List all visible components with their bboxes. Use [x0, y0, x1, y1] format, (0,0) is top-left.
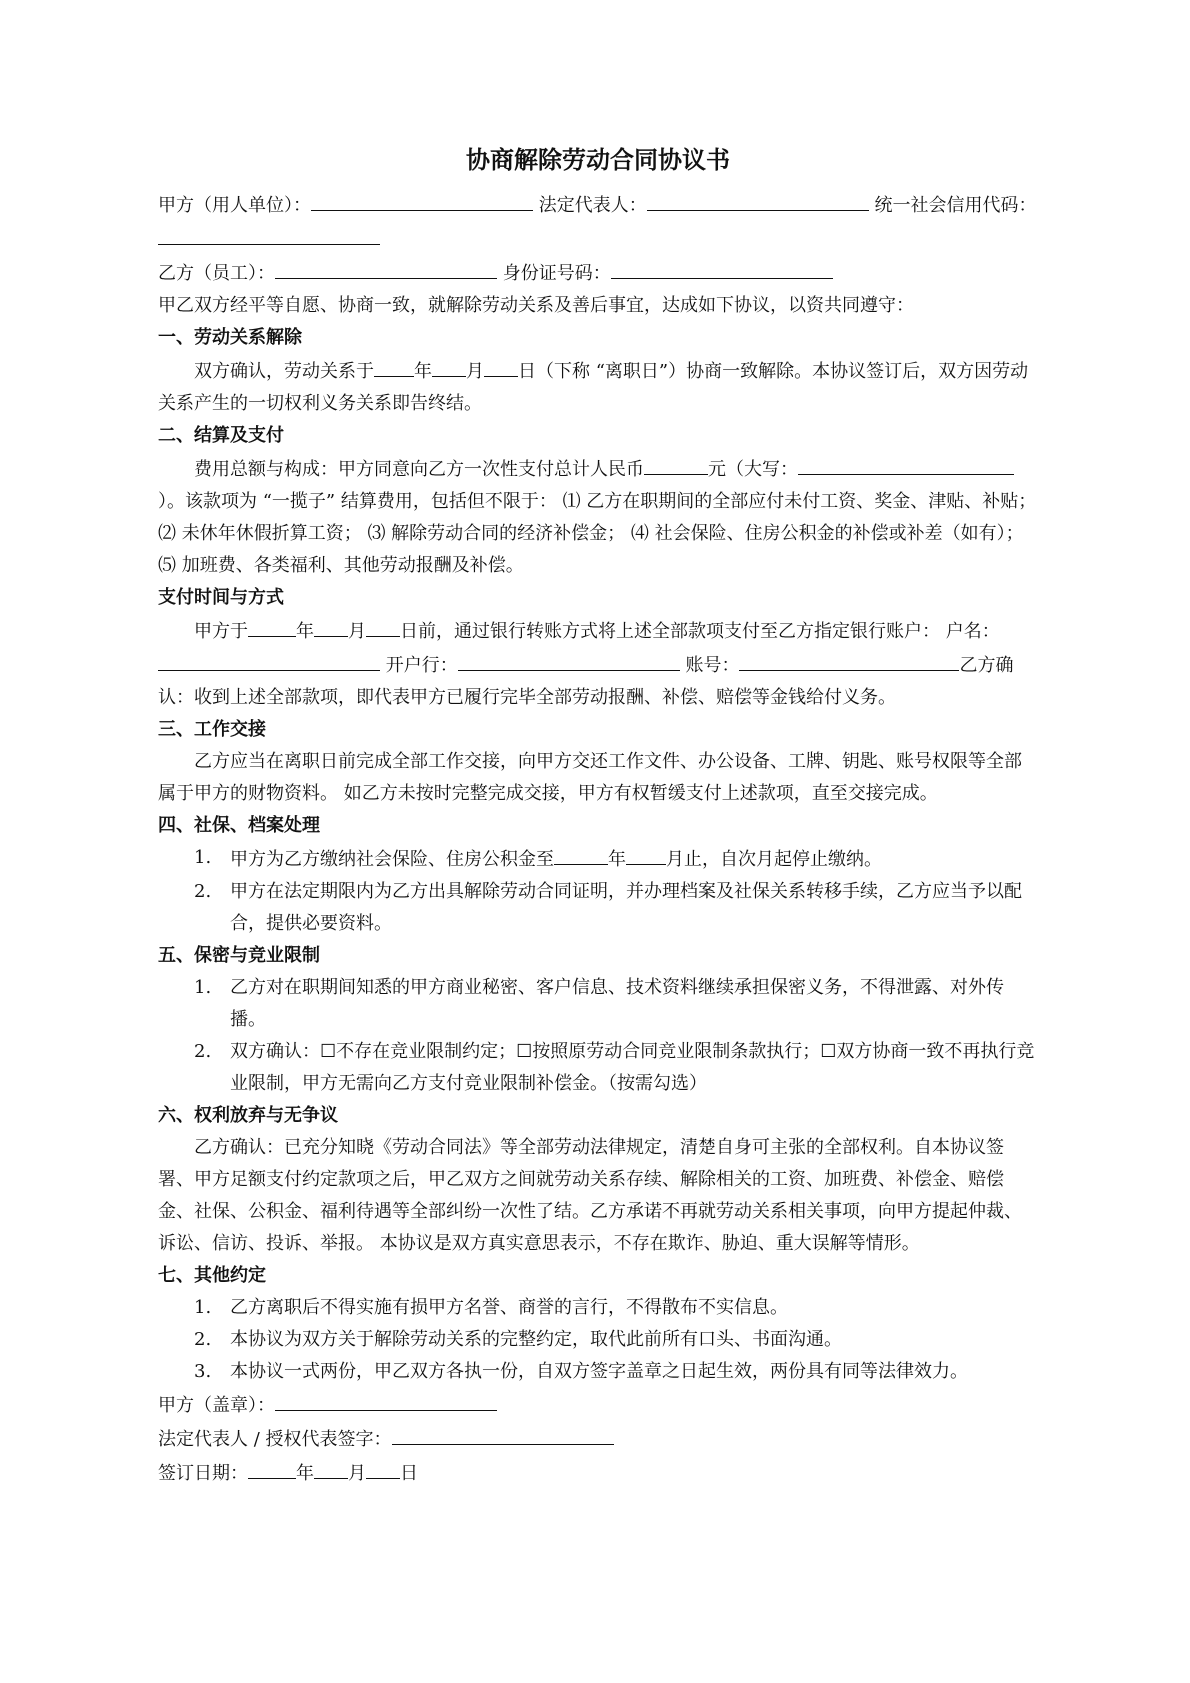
party-b-name-field[interactable] — [275, 256, 497, 279]
amount-uppercase-field-a[interactable] — [798, 452, 948, 475]
rep-sign-label: 法定代表人 / 授权代表签字： — [158, 1429, 392, 1450]
s1-text-b: 日（下称 “离职日”）协商一致解除。本协议签订后，双方因劳动关系产生的一切权利义务关系即告终结。 — [158, 361, 1029, 414]
legal-rep-field[interactable] — [647, 188, 869, 211]
list-number: 1. — [194, 847, 212, 868]
section-4-heading: 四、社保、档案处理 — [158, 815, 320, 836]
amount-field[interactable] — [644, 452, 708, 475]
insurance-year-field[interactable] — [554, 842, 608, 865]
list-number: 2. — [194, 1041, 212, 1062]
s5-item2-text[interactable]: 双方确认：☐不存在竞业限制约定；☐按照原劳动合同竞业限制条款执行；☐双方协商一致不再执行竞业限制，甲方无需向乙方支付竞业限制补偿金。（按需勾选） — [230, 1041, 1035, 1094]
account-name-label: 户名： — [945, 621, 1000, 642]
section-3-heading: 三、工作交接 — [158, 719, 266, 740]
list-item — [158, 1292, 1038, 1324]
list-number: 1. — [194, 1297, 212, 1318]
list-number: 2. — [194, 881, 212, 902]
account-number-label: 账号： — [685, 655, 740, 676]
s4-item2-text: 甲方在法定期限内为乙方出具解除劳动合同证明，并办理档案及社保关系转移手续，乙方应当予以配合，提供必要资料。 — [230, 881, 1022, 934]
section-4-list — [158, 842, 1038, 940]
party-b-label: 乙方（员工）： — [158, 263, 275, 284]
payment-paragraph — [158, 614, 1038, 714]
bank-field[interactable] — [458, 648, 680, 671]
account-number-field-a[interactable] — [739, 648, 849, 671]
s2-text-b: 元（大写： — [708, 459, 798, 480]
s1-text-a: 双方确认，劳动关系于 — [194, 361, 374, 382]
pay-month-unit: 月 — [348, 621, 366, 642]
s7-item2-text: 本协议为双方关于解除劳动关系的完整约定，取代此前所有口头、书面沟通。 — [230, 1329, 842, 1350]
bank-label: 开户行： — [385, 655, 458, 676]
credit-code-label-part2: 会信用代码： — [928, 195, 1037, 216]
section-2-heading: 二、结算及支付 — [158, 425, 284, 446]
list-item — [158, 876, 1038, 940]
section-7-list — [158, 1292, 1038, 1388]
pay-text-b: 日前，通过银行转账方式将上述全部款项支付至乙方指定银行账户： — [400, 621, 940, 642]
s7-item1-text: 乙方离职后不得实施有损甲方名誉、商誉的言行，不得散布不实信息。 — [230, 1297, 788, 1318]
section-6-heading: 六、权利放弃与无争议 — [158, 1105, 338, 1126]
document-title: 协商解除劳动合同协议书 — [466, 146, 730, 174]
list-item — [158, 1356, 1038, 1388]
section-5-heading: 五、保密与竞业限制 — [158, 945, 320, 966]
section-1-paragraph — [158, 354, 1038, 420]
agreement-document — [158, 138, 1038, 1490]
rep-sign-line — [158, 1422, 1038, 1456]
pay-text-c: 乙方确认：收到上述全部款项，即代表甲方已履行完毕全部劳动报酬、补偿、赔偿等金钱给付义务。 — [158, 655, 1014, 708]
party-a-label: 甲方（用人单位）： — [158, 195, 311, 216]
s2-text-a: 费用总额与构成：甲方同意向乙方一次性支付总计人民币 — [194, 459, 644, 480]
s2-text-c: ）。该款项为 “一揽子” 结算费用，包括但不限于： ⑴ 乙方在职期间的全部应付未付工资、奖金、津贴、补贴； ⑵ 未休年休假折算工资； ⑶ 解除劳动合同的经济补偿金； ⑷ 社会保险、住房公积金的补偿或补差（如有）； ⑸ 加班费、各类福利、其他劳动报酬及补偿。 — [158, 491, 1037, 576]
section-7-heading: 七、其他约定 — [158, 1265, 266, 1286]
sign-day-unit: 日 — [400, 1463, 418, 1484]
s4-year-unit: 年 — [608, 849, 626, 870]
list-item — [158, 1324, 1038, 1356]
leave-month-field[interactable] — [432, 354, 466, 377]
list-number: 1. — [194, 977, 212, 998]
rep-sign-field[interactable] — [392, 1422, 614, 1445]
list-number: 2. — [194, 1329, 212, 1350]
amount-uppercase-field-b[interactable] — [948, 452, 1014, 475]
leave-year-field[interactable] — [374, 354, 414, 377]
pay-year-field[interactable] — [248, 614, 296, 637]
party-a-line — [158, 188, 1038, 256]
section-3-paragraph: 乙方应当在离职日前完成全部工作交接，向甲方交还工作文件、办公设备、工牌、钥匙、账号权限等全部属于甲方的财物资料。 如乙方未按时完整完成交接，甲方有权暂缓支付上述款项，直至交接完成。 — [158, 751, 1022, 804]
s1-month-unit: 月 — [466, 361, 484, 382]
section-2-paragraph — [158, 452, 1038, 582]
s7-item3-text: 本协议一式两份，甲乙双方各执一份，自双方签字盖章之日起生效，两份具有同等法律效力。 — [230, 1361, 968, 1382]
pay-text-a: 甲方于 — [194, 621, 248, 642]
party-a-seal-line — [158, 1388, 1038, 1422]
sign-day-field[interactable] — [366, 1456, 400, 1479]
party-a-seal-field[interactable] — [275, 1388, 497, 1411]
sign-year-unit: 年 — [296, 1463, 314, 1484]
intro-paragraph: 甲乙双方经平等自愿、协商一致，就解除劳动关系及善后事宜，达成如下协议，以资共同遵守： — [158, 295, 914, 316]
legal-rep-label: 法定代表人： — [538, 195, 647, 216]
party-b-line — [158, 256, 1038, 290]
sign-date-label: 签订日期： — [158, 1463, 248, 1484]
pay-day-field[interactable] — [366, 614, 400, 637]
id-number-field[interactable] — [611, 256, 833, 279]
party-a-seal-label: 甲方（盖章）： — [158, 1395, 275, 1416]
party-a-name-field[interactable] — [311, 188, 533, 211]
insurance-month-field[interactable] — [626, 842, 666, 865]
s4-item1-text-b: 月止，自次月起停止缴纳。 — [666, 849, 882, 870]
list-item — [158, 1036, 1038, 1100]
pay-year-unit: 年 — [296, 621, 314, 642]
account-number-field-b[interactable] — [849, 648, 959, 671]
account-name-field[interactable] — [158, 648, 380, 671]
section-6-paragraph: 乙方确认：已充分知晓《劳动合同法》等全部劳动法律规定，清楚自身可主张的全部权利。自本协议签署、甲方足额支付约定款项之后，甲乙双方之间就劳动关系存续、解除相关的工资、加班费、补偿金、赔偿金、社保、公积金、福利待遇等全部纠纷一次性了结。乙方承诺不再就劳动关系相关事项，向甲方提起仲裁、诉讼、信访、投诉、举报。 本协议是双方真实意思表示，不存在欺诈、胁迫、重大误解等情形。 — [158, 1137, 1022, 1254]
id-number-label: 身份证号码： — [502, 263, 611, 284]
sign-month-unit: 月 — [348, 1463, 366, 1484]
s5-item1-text: 乙方对在职期间知悉的甲方商业秘密、客户信息、技术资料继续承担保密义务，不得泄露、对外传播。 — [230, 977, 1004, 1030]
leave-day-field[interactable] — [484, 354, 518, 377]
list-item — [158, 842, 1038, 876]
s4-item1-text-a: 甲方为乙方缴纳社会保险、住房公积金至 — [230, 849, 554, 870]
credit-code-label-part1: 统一社 — [874, 195, 929, 216]
credit-code-field[interactable] — [158, 222, 380, 245]
sign-month-field[interactable] — [314, 1456, 348, 1479]
section-1-heading: 一、劳动关系解除 — [158, 327, 302, 348]
pay-month-field[interactable] — [314, 614, 348, 637]
list-item — [158, 972, 1038, 1036]
sign-date-line — [158, 1456, 1038, 1490]
section-5-list — [158, 972, 1038, 1100]
s1-year-unit: 年 — [414, 361, 432, 382]
sign-year-field[interactable] — [248, 1456, 296, 1479]
payment-heading: 支付时间与方式 — [158, 587, 284, 608]
list-number: 3. — [194, 1361, 212, 1382]
